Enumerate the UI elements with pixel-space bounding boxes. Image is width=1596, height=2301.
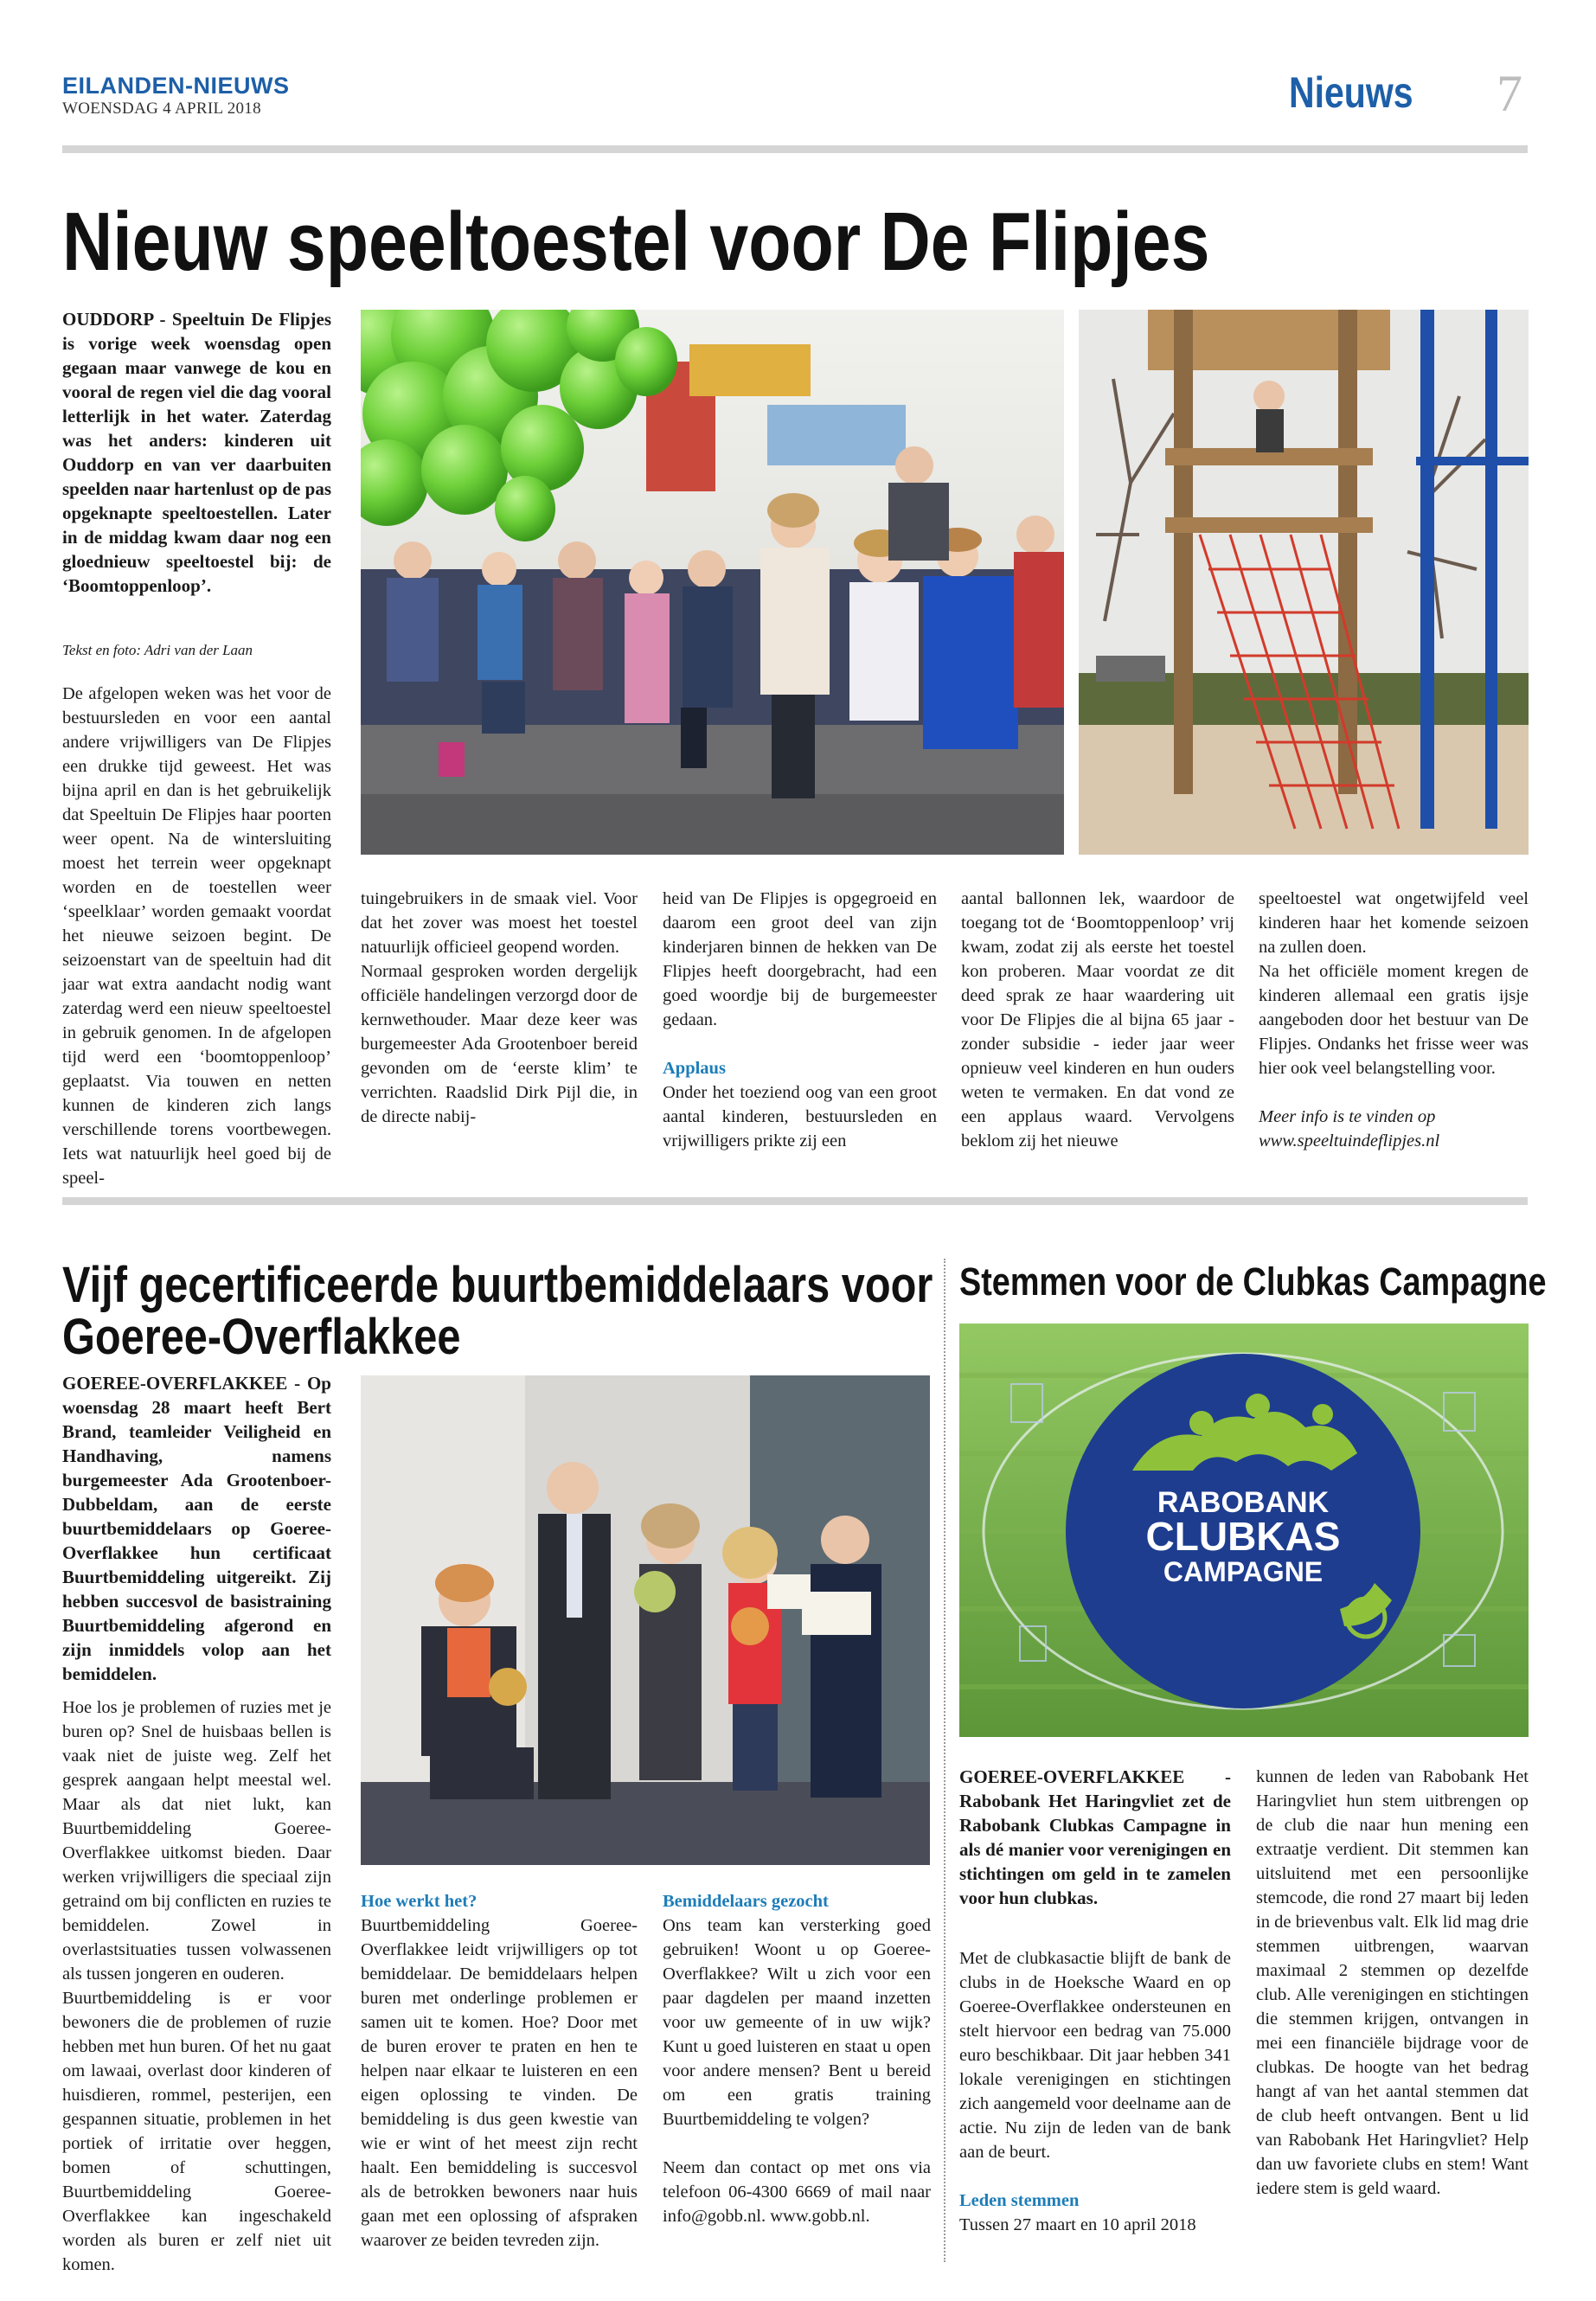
logo-text-clubkas: CLUBKAS [1145,1514,1341,1559]
article1-column-2 [361,887,638,1129]
issue-date: WOENSDAG 4 APRIL 2018 [62,99,261,118]
article1-column-5-text: speeltoestel wat ongetwijfeld veel kinderen haar het komende seizoen na zullen doen. Na het officiële moment kregen de kinderen allemaal een gratis ijsje aangeboden door het bestuur van De Flipjes. Ondanks het frisse weer was hier ook veel belangstelling voor. [1259,889,1529,1078]
article1-subhead-applaus: Applaus [663,1059,726,1078]
article3-column-1-text: Met de clubkasactie blijft de bank de clubs in de Hoeksche Waard en op Goeree-Overflakkee ondersteunen en stelt hiervoor een bedrag van 75.000 euro beschikbaar. Dit jaar hebben 341 lokale verenigingen en stichtingen zich aangemeld voor deelname aan de actie. Nu zijn de leden van de bank aan de beurt. [959,1949,1231,2162]
logo-text-rabobank: RABOBANK [1157,1486,1330,1519]
article1-more-info: Meer info is te vinden op [1259,1107,1436,1126]
article2-subhead-hoe-werkt-het: Hoe werkt het? [361,1892,478,1911]
article3-column-2: kunnen de leden van Rabobank Het Haringvliet hun stem uitbrengen op de club die naar hun mening een extraatje verdient. Dit stemmen kan uitsluitend met een persoonlijke stemcode, die rond 27 maart bij leden in de brievenbus valt. Elk lid mag drie stemmen uitbrengen, waarvan maximaal 2 stemmen op dezelfde club. Alle verenigingen en stichtingen die stemmen krijgen, ontvangen in mei een financiële bijdrage voor de clubkas. De hoogte van het bedrag hangt af van het aantal stemmen dat de club heeft ontvangen. Bent u lid van Rabobank Het Haringvliet? Help dan uw favoriete clubs en stem! Want iedere stem is geld waard. [1256,1767,1529,2198]
section-label: Nieuws [1289,68,1413,117]
article2-lead: GOEREE-OVERFLAKKEE - Op woensdag 28 maart heeft Bert Brand, teamleider Veiligheid en Handhaving, namens burgemeester Ada Grootenboer-Dubbeldam, aan de eerste buurtbemiddelaars op Goeree-Overflakkee hun certificaat Buurtbemiddeling uitgereikt. Zij hebben succesvol de basistraining Buurtbemiddeling afgerond en zijn inmiddels volop aan het bemiddelen. [62,1373,331,1684]
article1-column-3-text-b: Onder het toeziend oog van een groot aantal kinderen, bestuursleden en vrijwilligers prikte zij een [663,1083,937,1150]
article1-website-link[interactable]: www.speeltuindeflipjes.nl [1259,1131,1440,1150]
climbing-tower-illustration [1079,310,1529,855]
article1-photo-credit: Tekst en foto: Adri van der Laan [62,642,253,658]
article1-lead: OUDDORP - Speeltuin De Flipjes is vorige week woensdag open gegaan maar vanwege de kou en vooral de regen viel die dag vooral letterlijk in het water. Zaterdag was het anders: kinderen uit Ouddorp en van ver daarbuiten speelden naar hartenlust op de pas opgeknapte speeltoestellen. Later in de middag kwam daar nog een gloednieuw speeltoestel bij: de ‘Boomtoppenloop’. [62,309,331,596]
article2-column-2 [361,1889,638,2253]
column-divider [944,1259,945,2262]
article2-column-1: Hoe los je problemen of ruzies met je buren op? Snel de huisbaas bellen is vaak niet de juiste weg. Zelf het gesprek aangaan helpt meestal wel. Maar als dat niet lukt, kan Buurtbemiddeling Goeree-Overflakkee uitkomst bieden. Daar werken vrijwilligers die speciaal zijn getraind om bij conflicten en ruzies te bemiddelen. Zowel in overlastsituaties tussen volwassenen als tussen jongeren en ouderen. Buurtbemiddeling is er voor bewoners die de problemen of ruzie hebben met hun buren. Of het nu gaat om lawaai, overlast door kinderen of huisdieren, rommel, pesterijen, een gespannen situatie, problemen in het portiek of irritatie over heggen, bomen of schuttingen, Buurtbemiddeling Goeree-Overflakkee kan ingeschakeld worden als buren er zelf niet uit komen. [62,1698,331,2274]
middle-rule [62,1197,1528,1205]
balloons-photo-illustration [361,310,1064,855]
article2-headline-line2: Goeree-Overflakkee [62,1309,461,1365]
logo-text-campagne: CAMPAGNE [1163,1556,1324,1587]
article2-headline-line1: Vijf gecertificeerde buurtbemiddelaars voor [62,1257,933,1313]
article2-column-3 [663,1889,931,2228]
article3-headline: Stemmen voor de Clubkas Campagne [959,1259,1547,1304]
article1-column-5 [1259,887,1529,1153]
article1-photo-climbing-tower [1079,310,1529,855]
article3-column-1 [959,1946,1231,2237]
group-photo-illustration [361,1375,930,1865]
page-number: 7 [1497,65,1522,122]
article2-photo-group [361,1375,930,1865]
article1-headline: Nieuw speeltoestel voor De Flipjes [62,195,1210,288]
article1-column-2-text: tuingebruikers in de smaak viel. Voor dat het zover was moest het toestel natuurlijk officieel geopend worden. Normaal gesproken worden dergelijk officiële handelingen verzorgd door de kernwethouder. Maar deze keer was burgemeester Ada Grootenboer bereid gevonden om de ‘eerste klim’ te verrichten. Raadslid Dirk Pijl die, in de directe nabij- [361,889,638,1126]
article2-contact: Neem dan contact op met ons via telefoon 06-4300 6669 of mail naar info@gobb.nl. www.gobb.nl. [663,2158,931,2226]
article3-subhead-leden-stemmen: Leden stemmen [959,2191,1080,2210]
article1-photo-balloons [361,310,1064,855]
article2-column-3-text: Ons team kan versterking goed gebruiken! Woont u op Goeree-Overflakkee? Wilt u zich voor een paar dagdelen per maand inzetten voor uw gemeente of in uw wijk? Kunt u goed luisteren en staat u open voor andere mensen? Bent u bereid om een gratis training Buurtbemiddeling te volgen? [663,1916,931,2129]
article1-column-4: aantal ballonnen lek, waardoor de toegang tot de ‘Boomtoppenloop’ vrij kwam, zodat zij als eerste het toestel kon proberen. Maar voordat ze dit deed sprak ze haar waardering uit voor De Flipjes die al bijna 65 jaar - zonder subsidie - ieder jaar weer opnieuw veel kinderen en hun ouders weten te vermaken. En dat vond ze een applaus waard. Vervolgens beklom zij het nieuwe [961,889,1234,1150]
article1-column-1: De afgelopen weken was het voor de bestuursleden en voor een aantal andere vrijwilligers van De Flipjes een drukke tijd geweest. Het was bijna april en dan is het gebruikelijk dat Speeltuin De Flipjes haar poorten weer opent. Na de wintersluiting moest het terrein weer opgeknapt worden en de toestellen weer ‘speelklaar’ worden gemaakt voordat het nieuwe seizoen begint. De seizoenstart van de speeltuin had dit jaar wat extra aandacht nodig want zaterdag werd een nieuw speeltoestel in gebruik genomen. In de afgelopen tijd werd een ‘boomtoppenloop’ geplaatst. Via touwen en netten kunnen de kinderen zich langs verschillende torens voortbewegen. Iets wat natuurlijk heel goed bij de speel- [62,684,331,1188]
top-rule [62,145,1528,153]
article2-subhead-bemiddelaars-gezocht: Bemiddelaars gezocht [663,1892,829,1911]
article2-column-2-text: Buurtbemiddeling Goeree-Overflakkee leidt vrijwilligers op tot bemiddelaar. De bemiddelaars helpen buren met onderlinge problemen er samen uit te komen. Hoe? Door met de buren erover te praten en hen te helpen naar elkaar te luisteren en een eigen oplossing te vinden. De bemiddeling is dus geen kwestie van wie er wint of het meest zijn recht haalt. Een bemiddeling is succesvol als de betrokken bewoners naar huis gaan met een oplossing of afspraken waarover ze beiden tevreden zijn. [361,1916,638,2250]
newspaper-logo: EILANDEN-NIEUWS [62,73,290,99]
article1-column-3-text-a: heid van De Flipjes is opgegroeid en daarom een groot deel van zijn kinderjaren binnen de hekken van De Flipjes heeft doorgebracht, had een goed woordje bij de burgemeester gedaan. [663,889,937,1029]
rabobank-logo-illustration [959,1324,1529,1737]
article3-lead: GOEREE-OVERFLAKKEE - Rabobank Het Haringvliet zet de Rabobank Clubkas Campagne in als dé manier voor verenigingen en stichtingen om geld in te zamelen voor hun clubkas. [959,1766,1231,1908]
article3-column-1-tail: Tussen 27 maart en 10 april 2018 [959,2215,1196,2234]
article3-photo-rabobank-logo [959,1324,1529,1737]
article1-column-3 [663,887,937,1153]
